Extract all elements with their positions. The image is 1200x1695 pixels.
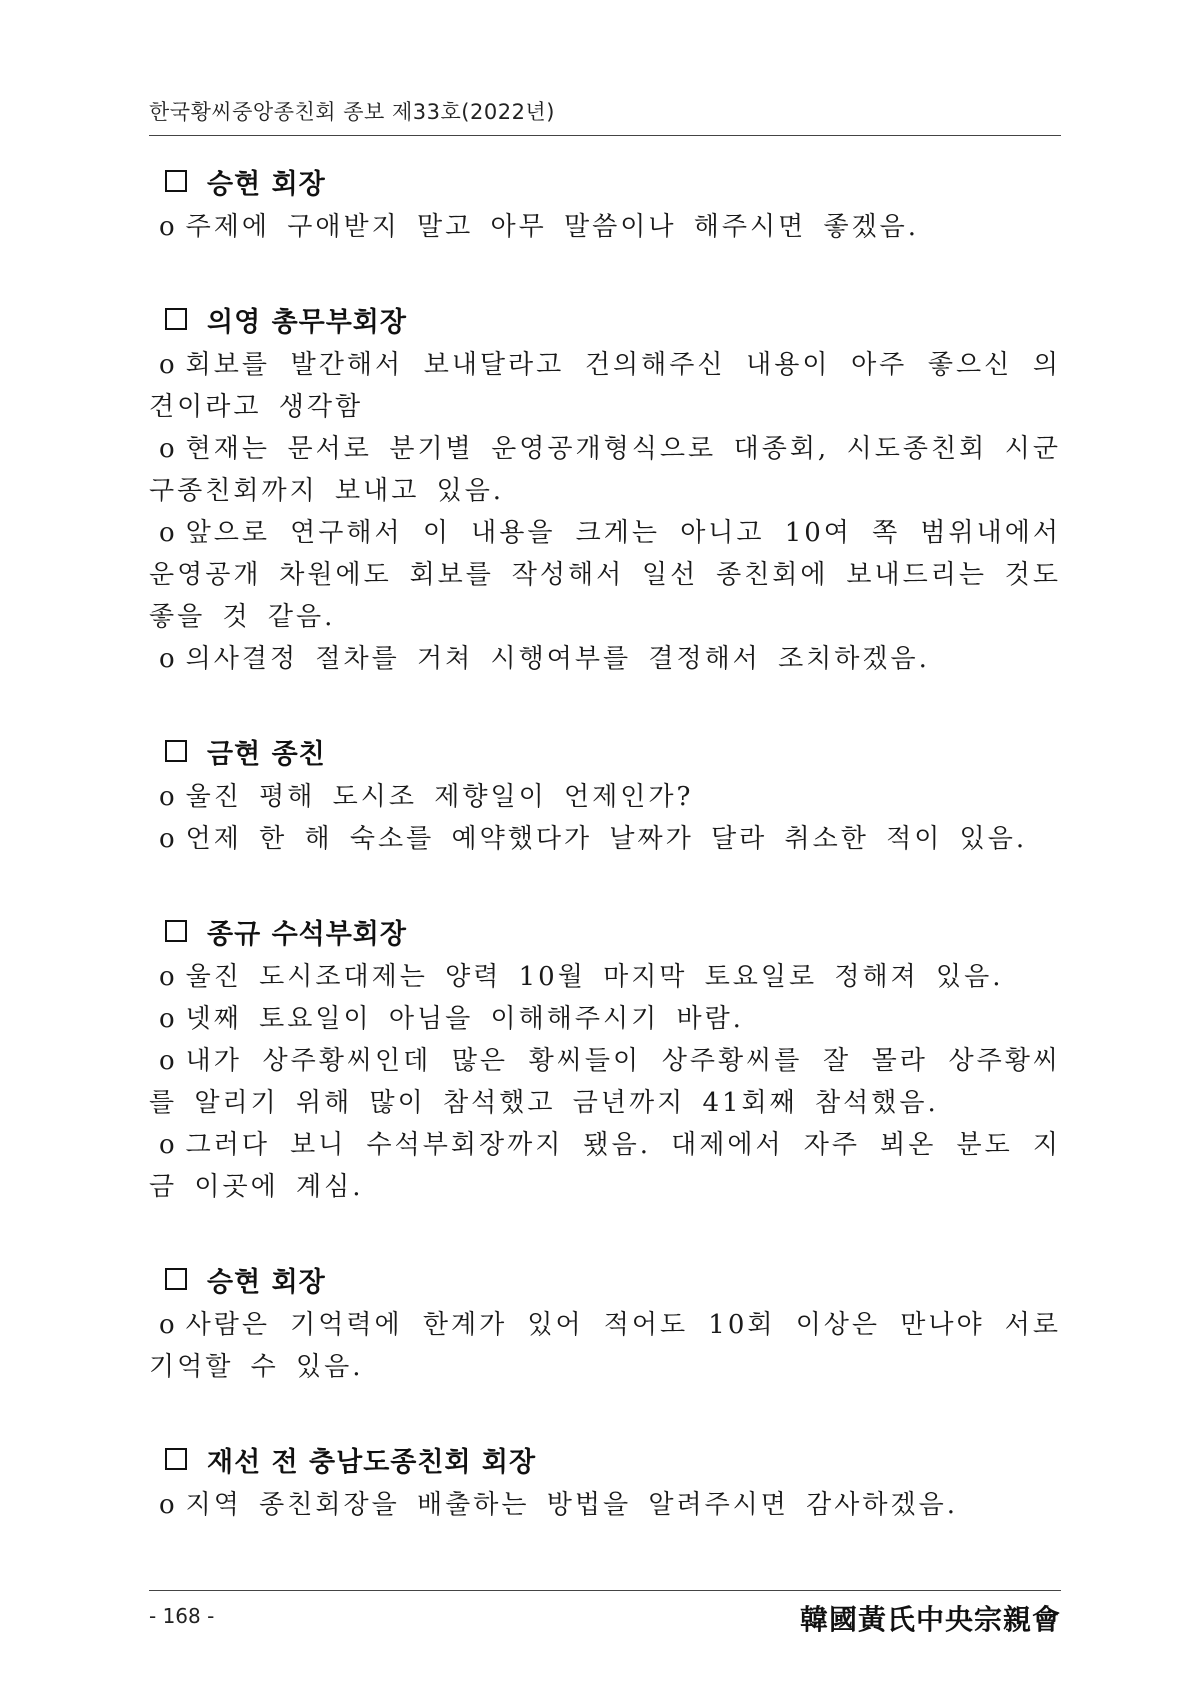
checkbox-icon xyxy=(165,308,187,330)
section-heading xyxy=(149,1434,1061,1484)
paragraph-text: 지역 종친회장을 배출하는 방법을 알려주시면 감사하겠음. xyxy=(185,1490,959,1520)
paragraph xyxy=(149,1304,1061,1388)
checkbox-icon xyxy=(165,920,187,942)
section-heading-text: 의영 총무부회장 xyxy=(207,306,407,338)
paragraph-text: 내가 상주황씨인데 많은 황씨들이 상주황씨를 잘 몰라 상주황씨를 알리기 위해 많이 참석했고 금년까지 41회째 참석했음. xyxy=(149,1046,1061,1118)
section xyxy=(149,906,1061,1208)
running-header: 한국황씨중앙종친회 종보 제33호(2022년) xyxy=(149,100,555,124)
paragraph xyxy=(149,1484,1061,1526)
paragraph-text: 회보를 발간해서 보내달라고 건의해주신 내용이 아주 좋으신 의견이라고 생각함 xyxy=(149,350,1061,422)
paragraph xyxy=(149,428,1061,512)
paragraph xyxy=(149,776,1061,818)
paragraph xyxy=(149,956,1061,998)
paragraph-text: 주제에 구애받지 말고 아무 말씀이나 해주시면 좋겠음. xyxy=(185,212,920,242)
bullet-icon: o xyxy=(159,350,178,380)
paragraph xyxy=(149,818,1061,860)
bullet-icon: o xyxy=(159,644,178,674)
section xyxy=(149,726,1061,860)
checkbox-icon xyxy=(165,1448,187,1470)
paragraph xyxy=(149,1124,1061,1208)
footer-rule xyxy=(149,1590,1061,1591)
paragraph xyxy=(149,512,1061,638)
page-number: - 168 - xyxy=(149,1604,215,1628)
section-heading xyxy=(149,156,1061,206)
bullet-icon: o xyxy=(159,962,178,992)
paragraph-text: 울진 도시조대제는 양력 10월 마지막 토요일로 정해져 있음. xyxy=(185,962,1004,992)
bullet-icon: o xyxy=(159,212,178,242)
section-heading-text: 재선 전 충남도종친회 회장 xyxy=(207,1446,537,1478)
paragraph-text: 언제 한 해 숙소를 예약했다가 날짜가 달라 취소한 적이 있음. xyxy=(185,824,1028,854)
content xyxy=(149,156,1061,1572)
bullet-icon: o xyxy=(159,1004,178,1034)
section xyxy=(149,156,1061,248)
section-heading xyxy=(149,726,1061,776)
bullet-icon: o xyxy=(159,518,178,548)
section xyxy=(149,1434,1061,1526)
section xyxy=(149,294,1061,680)
checkbox-icon xyxy=(165,740,187,762)
bullet-icon: o xyxy=(159,434,178,464)
paragraph xyxy=(149,638,1061,680)
bullet-icon: o xyxy=(159,1130,178,1160)
paragraph xyxy=(149,1040,1061,1124)
document-page xyxy=(149,0,1061,1695)
section-heading xyxy=(149,1254,1061,1304)
publisher-mark: 韓國黃氏中央宗親會 xyxy=(799,1603,1061,1636)
section-heading xyxy=(149,294,1061,344)
paragraph-text: 현재는 문서로 분기별 운영공개형식으로 대종회, 시도종친회 시군구종친회까지 보내고 있음. xyxy=(149,434,1061,506)
section xyxy=(149,1254,1061,1388)
bullet-icon: o xyxy=(159,1490,178,1520)
bullet-icon: o xyxy=(159,1310,178,1340)
section-heading-text: 종규 수석부회장 xyxy=(207,918,407,950)
paragraph-text: 넷째 토요일이 아님을 이해해주시기 바람. xyxy=(185,1004,744,1034)
section-heading-text: 승현 회장 xyxy=(207,1266,326,1298)
paragraph-text: 앞으로 연구해서 이 내용을 크게는 아니고 10여 쪽 범위내에서 운영공개 차원에도 회보를 작성해서 일선 종친회에 보내드리는 것도 좋을 것 같음. xyxy=(149,518,1061,632)
paragraph xyxy=(149,344,1061,428)
paragraph xyxy=(149,998,1061,1040)
paragraph-text: 의사결정 절차를 거쳐 시행여부를 결정해서 조치하겠음. xyxy=(185,644,930,674)
checkbox-icon xyxy=(165,1268,187,1290)
paragraph-text: 울진 평해 도시조 제향일이 언제인가? xyxy=(185,782,694,812)
bullet-icon: o xyxy=(159,824,178,854)
paragraph xyxy=(149,206,1061,248)
section-heading-text: 금현 종친 xyxy=(207,738,326,770)
paragraph-text: 사람은 기억력에 한계가 있어 적어도 10회 이상은 만나야 서로 기억할 수 있음. xyxy=(149,1310,1061,1382)
header-rule xyxy=(149,135,1061,136)
paragraph-text: 그러다 보니 수석부회장까지 됐음. 대제에서 자주 뵈온 분도 지금 이곳에 계심. xyxy=(149,1130,1061,1202)
bullet-icon: o xyxy=(159,782,178,812)
section-heading xyxy=(149,906,1061,956)
checkbox-icon xyxy=(165,170,187,192)
section-heading-text: 승현 회장 xyxy=(207,168,326,200)
bullet-icon: o xyxy=(159,1046,178,1076)
